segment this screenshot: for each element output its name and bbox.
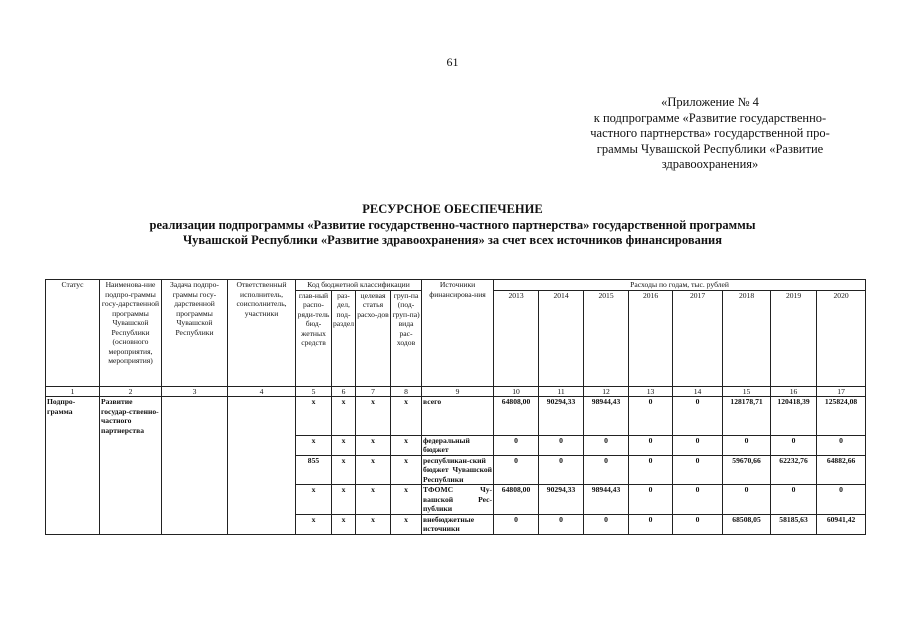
header-year: 2015 bbox=[584, 290, 629, 386]
annex-line: граммы Чувашской Республики «Развитие bbox=[596, 141, 824, 156]
column-number: 2 bbox=[100, 386, 162, 397]
header-sources: Источники финансирова-ния bbox=[422, 280, 494, 387]
header-target-item: целевая статья расхо-дов bbox=[356, 290, 391, 386]
section-cell: x bbox=[332, 485, 356, 515]
task-cell bbox=[162, 455, 228, 485]
section-cell: x bbox=[332, 455, 356, 485]
executor-cell bbox=[228, 514, 296, 534]
value-cell: 125824,08 bbox=[817, 397, 866, 436]
column-number: 8 bbox=[391, 386, 422, 397]
value-cell: 0 bbox=[629, 397, 673, 436]
value-cell: 0 bbox=[771, 435, 817, 455]
name-cell: Развитие государ-ственно-частного партнерства bbox=[100, 397, 162, 436]
target-cell: x bbox=[356, 485, 391, 515]
value-cell: 0 bbox=[817, 435, 866, 455]
status-cell bbox=[46, 455, 100, 485]
task-cell bbox=[162, 514, 228, 534]
value-cell: 0 bbox=[629, 514, 673, 534]
data-rows bbox=[46, 397, 866, 535]
header-year: 2018 bbox=[723, 290, 771, 386]
value-cell: 0 bbox=[494, 435, 539, 455]
grbs-cell: x bbox=[296, 514, 332, 534]
annex-line: здравоохранения» bbox=[661, 157, 759, 171]
column-number: 3 bbox=[162, 386, 228, 397]
group-cell: x bbox=[391, 485, 422, 515]
value-cell: 59670,66 bbox=[723, 455, 771, 485]
header-year: 2013 bbox=[494, 290, 539, 386]
source-cell: всего bbox=[422, 397, 494, 436]
header-executor: Ответственный исполнитель, соисполнитель, участники bbox=[228, 280, 296, 387]
value-cell: 0 bbox=[629, 485, 673, 515]
value-cell: 120418,39 bbox=[771, 397, 817, 436]
group-cell: x bbox=[391, 455, 422, 485]
executor-cell bbox=[228, 435, 296, 455]
value-cell: 0 bbox=[673, 485, 723, 515]
header-year: 2020 bbox=[817, 290, 866, 386]
grbs-cell: 855 bbox=[296, 455, 332, 485]
group-cell: x bbox=[391, 435, 422, 455]
header-year: 2017 bbox=[673, 290, 723, 386]
header-grbs: глав-ный распо-ряди-тель бюд-жетных средств bbox=[296, 290, 332, 386]
task-cell bbox=[162, 485, 228, 515]
status-cell: Подпро-грамма bbox=[46, 397, 100, 436]
page-number: 61 bbox=[446, 55, 459, 69]
table-row bbox=[46, 397, 866, 436]
target-cell: x bbox=[356, 435, 391, 455]
value-cell: 64882,66 bbox=[817, 455, 866, 485]
name-cell bbox=[100, 455, 162, 485]
value-cell: 0 bbox=[584, 514, 629, 534]
value-cell: 0 bbox=[673, 455, 723, 485]
name-cell bbox=[100, 485, 162, 515]
column-number: 5 bbox=[296, 386, 332, 397]
executor-cell bbox=[228, 455, 296, 485]
value-cell: 0 bbox=[539, 455, 584, 485]
table-row bbox=[46, 435, 866, 455]
value-cell: 0 bbox=[723, 485, 771, 515]
value-cell: 98944,43 bbox=[584, 485, 629, 515]
value-cell: 0 bbox=[584, 435, 629, 455]
header-section: раз-дел, под-раздел bbox=[332, 290, 356, 386]
column-number: 7 bbox=[356, 386, 391, 397]
header-expenses: Расходы по годам, тыс. рублей bbox=[494, 280, 866, 291]
value-cell: 58185,63 bbox=[771, 514, 817, 534]
value-cell: 0 bbox=[494, 455, 539, 485]
annex-note bbox=[545, 95, 875, 173]
title-line: Чувашской Республики «Развитие здравоохранения» за счет всех источников финансирования bbox=[183, 233, 722, 247]
status-cell bbox=[46, 435, 100, 455]
value-cell: 90294,33 bbox=[539, 485, 584, 515]
header-status: Статус bbox=[46, 280, 100, 387]
value-cell: 98944,43 bbox=[584, 397, 629, 436]
target-cell: x bbox=[356, 455, 391, 485]
column-number: 12 bbox=[584, 386, 629, 397]
column-number: 9 bbox=[422, 386, 494, 397]
value-cell: 0 bbox=[673, 514, 723, 534]
value-cell: 0 bbox=[629, 455, 673, 485]
value-cell: 0 bbox=[494, 514, 539, 534]
group-cell: x bbox=[391, 514, 422, 534]
annex-line: частного партнерства» государственной про- bbox=[590, 126, 830, 140]
header-year: 2016 bbox=[629, 290, 673, 386]
task-cell bbox=[162, 397, 228, 436]
column-number-row bbox=[46, 386, 866, 397]
source-cell: республикан-ский бюджет Чувашской Республики bbox=[423, 455, 493, 484]
target-cell: x bbox=[356, 514, 391, 534]
title-line: реализации подпрограммы «Развитие государственно-частного партнерства» государственной программы bbox=[149, 217, 756, 232]
value-cell: 62232,76 bbox=[771, 455, 817, 485]
column-number: 6 bbox=[332, 386, 356, 397]
name-cell bbox=[100, 514, 162, 534]
column-number: 17 bbox=[817, 386, 866, 397]
value-cell: 0 bbox=[539, 435, 584, 455]
source-cell: внебюджетные источники bbox=[422, 514, 494, 534]
value-cell: 128178,71 bbox=[723, 397, 771, 436]
header-year: 2019 bbox=[771, 290, 817, 386]
status-cell bbox=[46, 514, 100, 534]
name-cell bbox=[100, 435, 162, 455]
column-number: 1 bbox=[46, 386, 100, 397]
value-cell: 90294,33 bbox=[539, 397, 584, 436]
source-cell: ТФОМС Чу-вашской Рес-публики bbox=[423, 485, 493, 513]
source-cell: федеральный бюджет bbox=[422, 435, 494, 455]
grbs-cell: x bbox=[296, 397, 332, 436]
group-cell: x bbox=[391, 397, 422, 436]
document-title bbox=[0, 202, 905, 249]
grbs-cell: x bbox=[296, 485, 332, 515]
executor-cell bbox=[228, 397, 296, 436]
column-number: 16 bbox=[771, 386, 817, 397]
column-number: 15 bbox=[723, 386, 771, 397]
value-cell: 0 bbox=[584, 455, 629, 485]
header-name: Наименова-ние подпро-граммы госу-дарственной программы Чувашской Республики (основного мероприятия, мероприятия) bbox=[100, 280, 162, 387]
executor-cell bbox=[228, 485, 296, 515]
value-cell: 68508,05 bbox=[723, 514, 771, 534]
table-row bbox=[46, 514, 866, 534]
table-row bbox=[46, 485, 866, 515]
grbs-cell: x bbox=[296, 435, 332, 455]
value-cell: 64808,00 bbox=[494, 397, 539, 436]
target-cell: x bbox=[356, 397, 391, 436]
table-row bbox=[46, 455, 866, 485]
value-cell: 60941,42 bbox=[817, 514, 866, 534]
column-number: 13 bbox=[629, 386, 673, 397]
value-cell: 0 bbox=[817, 485, 866, 515]
resource-table bbox=[45, 279, 866, 535]
value-cell: 0 bbox=[723, 435, 771, 455]
section-cell: x bbox=[332, 435, 356, 455]
value-cell: 0 bbox=[539, 514, 584, 534]
section-cell: x bbox=[332, 397, 356, 436]
annex-line: «Приложение № 4 bbox=[661, 95, 759, 109]
header-task: Задача подпро-граммы госу-дарственной программы Чувашской Республики bbox=[162, 280, 228, 387]
column-number: 14 bbox=[673, 386, 723, 397]
title-line: РЕСУРСНОЕ ОБЕСПЕЧЕНИЕ bbox=[362, 202, 543, 216]
value-cell: 0 bbox=[673, 435, 723, 455]
value-cell: 64808,00 bbox=[494, 485, 539, 515]
column-number: 10 bbox=[494, 386, 539, 397]
task-cell bbox=[162, 435, 228, 455]
value-cell: 0 bbox=[771, 485, 817, 515]
header-year: 2014 bbox=[539, 290, 584, 386]
value-cell: 0 bbox=[629, 435, 673, 455]
section-cell: x bbox=[332, 514, 356, 534]
annex-line: к подпрограмме «Развитие государственно- bbox=[593, 110, 827, 125]
status-cell bbox=[46, 485, 100, 515]
column-number: 11 bbox=[539, 386, 584, 397]
column-number: 4 bbox=[228, 386, 296, 397]
header-budget-code: Код бюджетной классификации bbox=[296, 280, 422, 291]
value-cell: 0 bbox=[673, 397, 723, 436]
header-expense-group: груп-па (под-груп-па) вида рас-ходов bbox=[391, 290, 422, 386]
